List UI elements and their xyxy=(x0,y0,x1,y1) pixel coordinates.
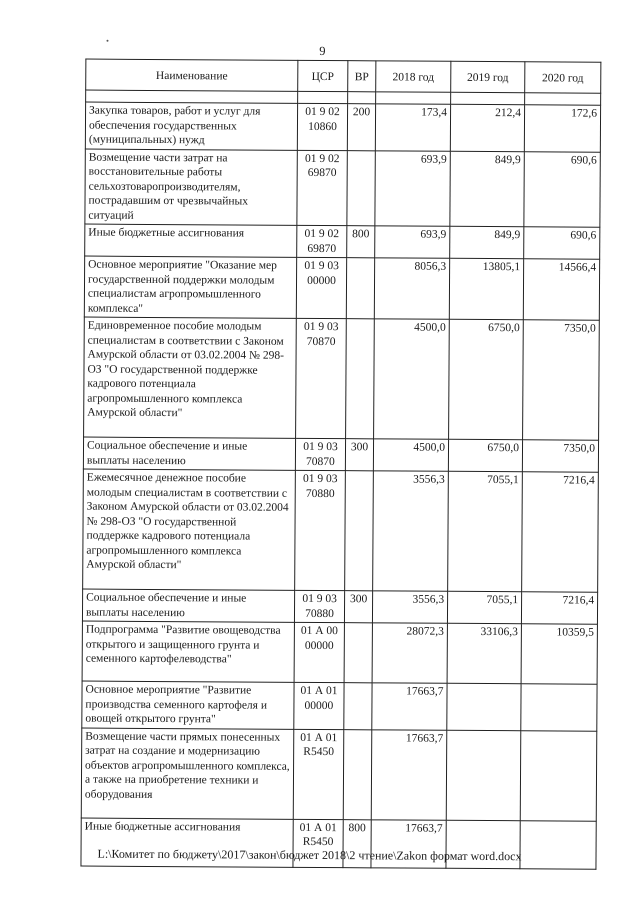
cell-csr: 01 9 02 69870 xyxy=(297,225,347,257)
cell-name: Основное мероприятие "Развитие производства семенного картофеля и овощей открытого грунта" xyxy=(82,681,294,729)
header-2020: 2020 год xyxy=(525,62,601,93)
cell-csr: 01 А 01 00000 xyxy=(294,682,344,729)
table-row xyxy=(82,681,597,731)
cell-2018: 693,9 xyxy=(375,150,450,226)
cell-name: Подпрограмма "Развитие овощеводства открытого и защищенного грунта и семенного картофелеводства" xyxy=(82,621,294,682)
cell-vr: 300 xyxy=(345,439,373,471)
cell-2019: 13805,1 xyxy=(449,258,523,319)
cell-2019 xyxy=(447,683,521,730)
cell-vr xyxy=(346,258,374,319)
cell-csr: 01 9 03 70880 xyxy=(295,470,346,590)
cell-2020 xyxy=(521,684,597,731)
table-row xyxy=(83,469,599,592)
header-2019: 2019 год xyxy=(451,61,525,92)
table-row xyxy=(82,589,597,624)
cell-2020: 14566,4 xyxy=(523,259,599,320)
header-name: Наименование xyxy=(86,59,298,91)
cell-vr: 800 xyxy=(347,226,375,258)
cell-2018: 17663,7 xyxy=(372,683,447,730)
cell-csr: 01 9 03 70880 xyxy=(294,590,344,622)
page-number: 9 xyxy=(319,43,326,59)
cell-csr: 01 А 00 00000 xyxy=(294,622,344,682)
header-vr: ВР xyxy=(348,61,376,92)
cell-name: Социальное обеспечение и иные выплаты населению xyxy=(83,437,295,470)
footer-file-path: L:\Комитет по бюджету\2017\закон\бюджет 2018\2 чтение\Zakon формат word.docx xyxy=(97,846,522,864)
table-row xyxy=(85,224,600,259)
header-2018: 2018 год xyxy=(376,61,451,92)
table-row xyxy=(81,728,597,821)
cell-vr: 200 xyxy=(347,104,375,151)
cell-name: Возмещение части затрат на восстановительные работы сельхозтоваропроизводителям, пострадавшим от чрезвычайных ситуаций xyxy=(85,149,297,226)
cell-2020: 7350,0 xyxy=(522,440,598,472)
cell-2020: 10359,5 xyxy=(521,624,597,684)
cell-2019: 7055,1 xyxy=(448,471,523,591)
cell-2020: 7216,4 xyxy=(521,592,597,624)
cell-2019: 212,4 xyxy=(450,104,524,151)
cell-name: Социальное обеспечение и иные выплаты населению xyxy=(82,589,294,622)
cell-name: Единовременное пособие молодым специалистам в соответствии с Законом Амурской области от 03.02.2004 № 298-ОЗ "О государственной поддержке кадрового потенциала агропромышленного комплекса Амурской области" xyxy=(84,317,297,438)
table-header-row xyxy=(86,59,601,93)
cell-2018: 17663,7 xyxy=(371,729,447,819)
cell-csr: 01 А 01 R5450 xyxy=(293,819,343,867)
cell-2019: 849,9 xyxy=(450,151,524,227)
cell-vr: 800 xyxy=(343,819,371,867)
cell-csr: 01 9 03 70870 xyxy=(295,438,345,470)
cell-vr xyxy=(343,729,372,819)
table-row xyxy=(85,149,600,228)
header-csr: ЦСР xyxy=(298,60,348,91)
cell-2019: 849,9 xyxy=(450,226,524,258)
cell-2019: 6750,0 xyxy=(449,319,524,439)
cell-2018: 4500,0 xyxy=(374,319,450,439)
cell-name: Ежемесячное денежное пособие молодым специалистам в соответствии с Законом Амурской области от 03.02.2004 № 298-ОЗ "О государственной поддержке кадрового потенциала агропромышленного комплекса Амурской области" xyxy=(83,469,296,590)
cell-vr xyxy=(347,150,375,226)
cell-name: Иные бюджетные ассигнования xyxy=(85,224,297,257)
cell-name: Основное мероприятие "Оказание мер государственной поддержки молодым специалистам агропромышленного комплекса" xyxy=(84,256,296,318)
scan-speck xyxy=(106,40,108,42)
cell-name: Иные бюджетные ассигнования xyxy=(81,818,293,867)
cell-vr: 300 xyxy=(344,591,372,623)
cell-2018: 3556,3 xyxy=(372,591,447,623)
cell-2018: 4500,0 xyxy=(373,439,448,471)
cell-csr: 01 9 03 00000 xyxy=(296,257,346,318)
cell-name: Возмещение части прямых понесенных затрат на создание и модернизацию объектов агропромышленного комплекса, а также на приобретение техники и оборудования xyxy=(81,728,294,819)
table-row xyxy=(85,102,600,152)
cell-vr xyxy=(344,683,372,730)
table-row xyxy=(84,256,599,320)
table-row xyxy=(82,621,597,684)
cell-csr: 01 9 02 10860 xyxy=(297,103,347,150)
cell-csr: 01 9 02 69870 xyxy=(297,150,347,226)
cell-2018: 17663,7 xyxy=(371,819,446,867)
cell-2020: 7216,4 xyxy=(522,472,599,592)
cell-2020 xyxy=(520,730,597,820)
budget-table xyxy=(80,59,601,870)
cell-name: Закупка товаров, работ и услуг для обеспечения государственных (муниципальных) нужд xyxy=(85,102,297,150)
cell-2020: 690,6 xyxy=(524,151,600,227)
table-row xyxy=(84,317,600,440)
cell-csr: 01 А 01 R5450 xyxy=(293,729,344,819)
cell-2018: 693,9 xyxy=(375,226,450,258)
cell-2020: 172,6 xyxy=(524,105,600,152)
table-row xyxy=(83,437,598,472)
cell-2018: 3556,3 xyxy=(373,471,449,591)
cell-2019: 7055,1 xyxy=(447,591,521,623)
cell-2018: 8056,3 xyxy=(374,258,449,319)
cell-csr: 01 9 03 70870 xyxy=(296,318,347,438)
cell-2018: 173,4 xyxy=(375,104,450,151)
cell-2020: 7350,0 xyxy=(523,320,600,440)
cell-2019 xyxy=(446,730,521,820)
cell-2019: 33106,3 xyxy=(447,623,521,683)
cell-vr xyxy=(344,623,372,683)
cell-2020: 690,6 xyxy=(524,227,600,259)
cell-2019: 6750,0 xyxy=(448,439,522,471)
cell-2020 xyxy=(520,820,596,868)
cell-vr xyxy=(345,471,374,591)
cell-2018: 28072,3 xyxy=(372,623,447,683)
cell-vr xyxy=(346,319,375,439)
